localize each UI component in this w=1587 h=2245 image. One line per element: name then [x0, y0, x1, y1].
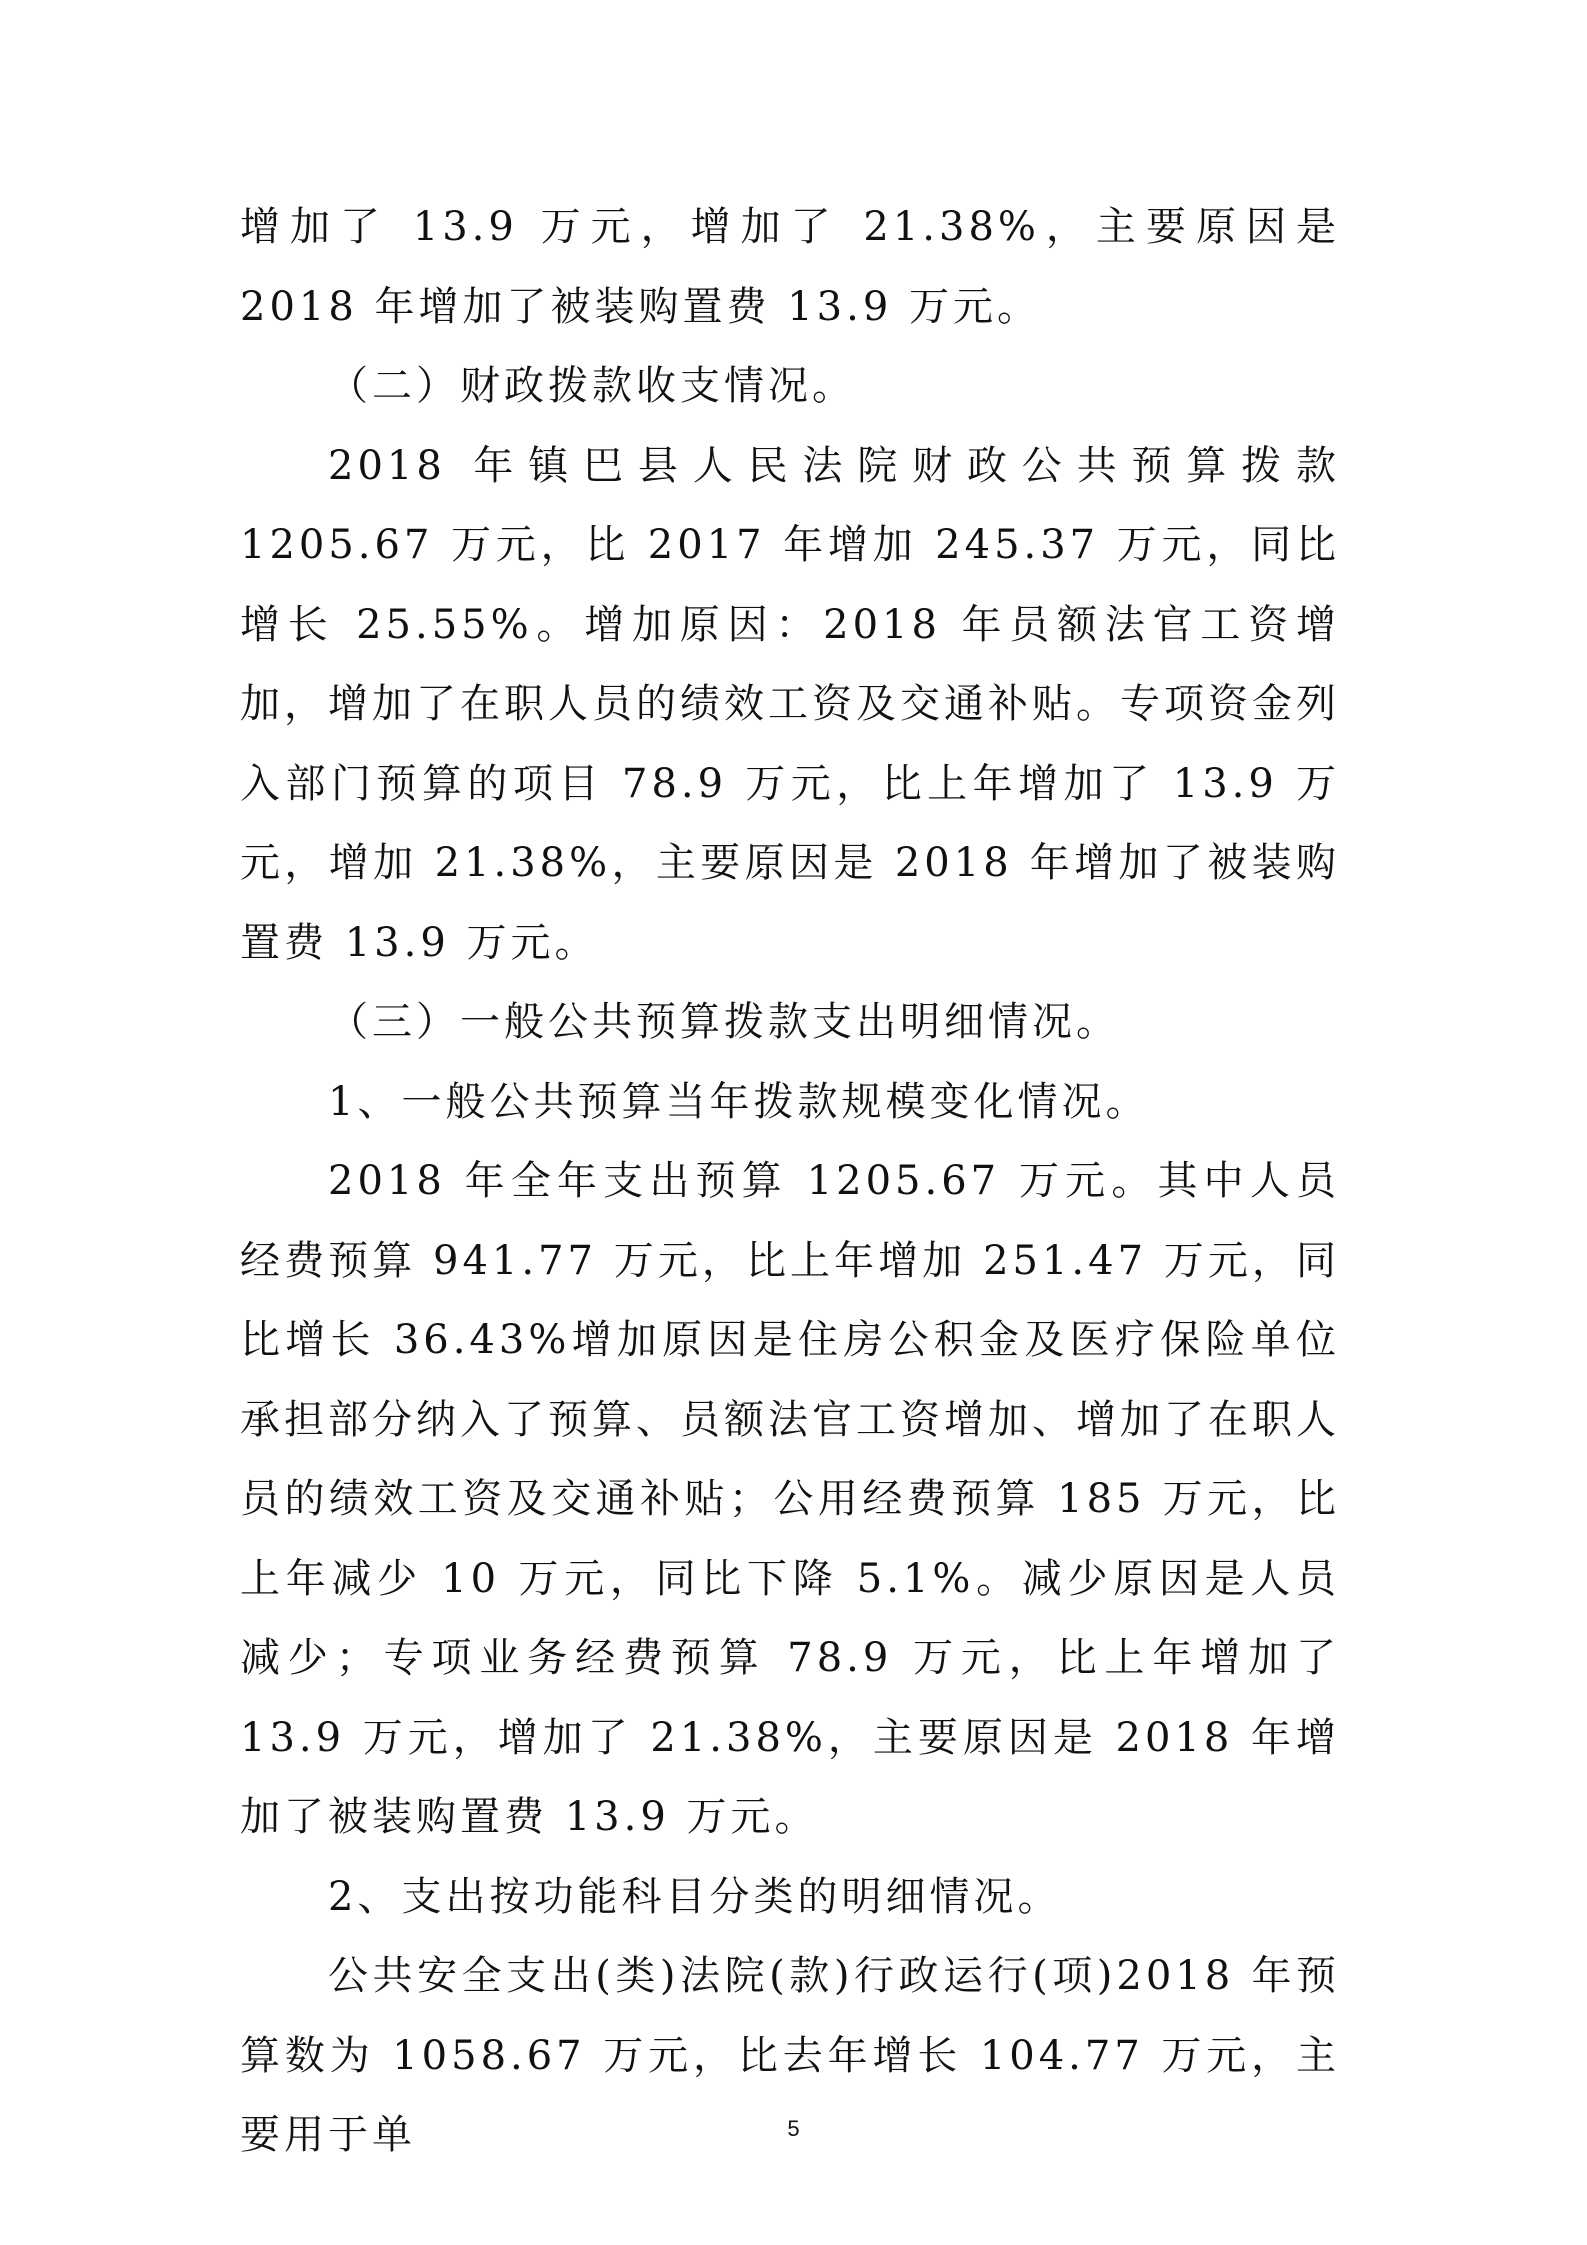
page-number: 5 [787, 2116, 800, 2141]
paragraph-5-subheading-scale-change: 1、一般公共预算当年拨款规模变化情况。 [328, 1078, 1150, 1125]
paragraph-7-subheading-functional-classification: 2、支出按功能科目分类的明细情况。 [328, 1873, 1062, 1920]
paragraph-2-heading-fiscal-appropriation: （二）财政拨款收支情况。 [328, 363, 856, 409]
paragraph-4-heading-general-budget-detail: （三）一般公共预算拨款支出明细情况。 [328, 999, 1120, 1045]
paragraph-3: 2018 年镇巴县人民法院财政公共预算拨款 1205.67 万元，比 2017 年增加 245.37 万元，同比增长 25.55%。增加原因：2018 年员额法官工资增加，增加了在职人员的绩效工资及交通补贴。专项资金列入部门预算的项目 78.9 万元，比上年增加了 13.9 万元，增加 21.38%，主要原因是 2018 年增加了被装购置费 13.9 万元。 [240, 442, 1340, 966]
paragraph-1: 增加了 13.9 万元，增加了 21.38%，主要原因是 2018 年增加了被装购置费 13.9 万元。 [240, 204, 1340, 330]
body-text [240, 188, 1340, 2176]
paragraph-8: 公共安全支出(类)法院(款)行政运行(项)2018 年预算数为 1058.67 万元，比去年增长 104.77 万元，主要用于单 [240, 1953, 1340, 2158]
paragraph-6: 2018 年全年支出预算 1205.67 万元。其中人员经费预算 941.77 万元，比上年增加 251.47 万元，同比增长 36.43%增加原因是住房公积金及医疗保险单位承担部分纳入了预算、员额法官工资增加、增加了在职人员的绩效工资及交通补贴；公用经费预算 185 万元，比上年减少 10 万元，同比下降 5.1%。减少原因是人员减少；专项业务经费预算 78.9 万元，比上年增加了 13.9 万元，增加了 21.38%，主要原因是 2018 年增加了被装购置费 13.9 万元。 [240, 1158, 1340, 1840]
